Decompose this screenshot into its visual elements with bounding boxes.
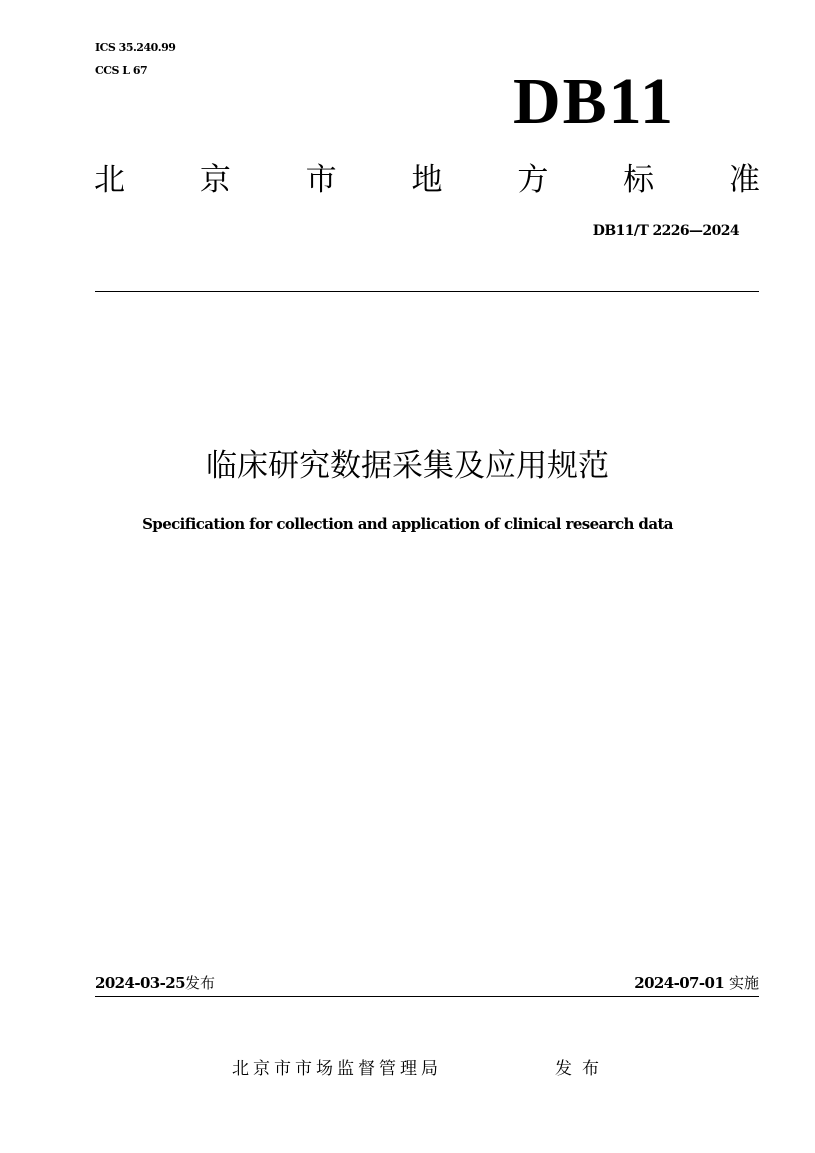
standard-type-char: 准 (728, 162, 760, 198)
title-chinese: 临床研究数据采集及应用规范 (206, 448, 609, 484)
db-logo: DB11 (513, 65, 676, 138)
standard-type-char: 地 (411, 162, 443, 198)
effective-date-value: 2024-07-01 (634, 974, 725, 992)
standard-type-char: 京 (199, 162, 231, 198)
effective-label: 实施 (728, 974, 759, 992)
standard-type (94, 160, 760, 200)
standard-number: DB11/T 2226—2024 (592, 223, 739, 239)
ccs-code: CCS L 67 (95, 64, 148, 77)
release-date (95, 973, 215, 993)
title-english: Specification for collection and application of clinical research data (142, 515, 673, 533)
effective-date (634, 973, 759, 993)
footer-divider (95, 996, 759, 997)
standard-type-char: 市 (305, 162, 337, 198)
release-label: 发布 (184, 974, 215, 992)
standard-type-char: 标 (623, 162, 655, 198)
issue-label: 发布 (555, 1059, 609, 1079)
header-divider (95, 291, 759, 292)
issuing-authority: 北京市市场监督管理局 (232, 1059, 442, 1079)
standard-type-char: 北 (94, 162, 125, 198)
standard-type-char: 方 (517, 162, 549, 198)
release-date-value: 2024-03-25 (95, 974, 185, 992)
ics-code: ICS 35.240.99 (95, 41, 176, 54)
